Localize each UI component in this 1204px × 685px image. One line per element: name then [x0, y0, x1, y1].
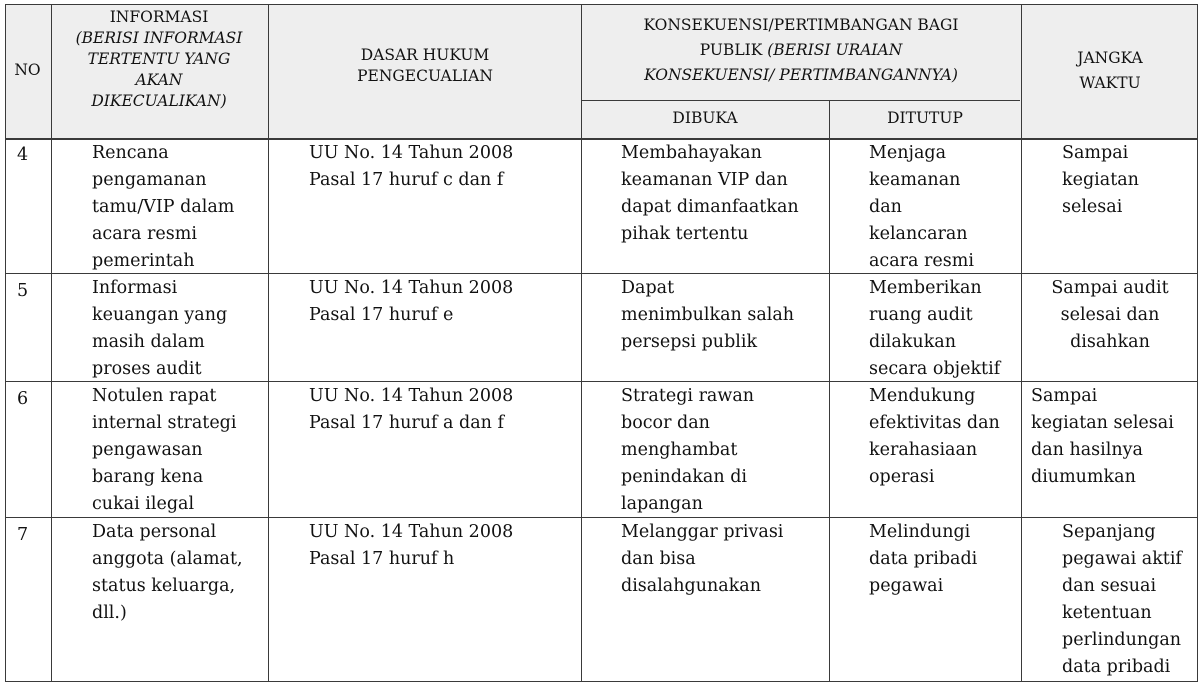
- row-4-dasar-line: Pasal 17 huruf c dan f: [309, 170, 504, 190]
- row-6-dibuka-line: lapangan: [621, 494, 703, 514]
- row-7-no: 7: [17, 525, 29, 545]
- row-5-dasar-line: UU No. 14 Tahun 2008: [309, 278, 514, 298]
- row-5-informasi-line: masih dalam: [92, 332, 205, 352]
- grid-line: [5, 381, 1198, 382]
- row-7-jangka-line: data pribadi: [1062, 657, 1171, 677]
- row-5-dibuka-line: persepsi publik: [621, 332, 758, 352]
- row-6-informasi: [92, 383, 237, 518]
- row-7-jangka-line: ketentuan: [1062, 603, 1152, 623]
- row-7-dasar-line: Pasal 17 huruf h: [309, 549, 455, 569]
- row-5-ditutup-line: dilakukan: [869, 332, 957, 352]
- row-4-informasi: [92, 140, 234, 275]
- header-dasar-hukum: [270, 45, 580, 87]
- row-7-jangka-line: Sepanjang: [1062, 522, 1156, 542]
- row-6-dasar-hukum: [309, 383, 513, 437]
- row-6-ditutup-line: Mendukung: [869, 386, 976, 406]
- row-4-jangka-waktu: [1062, 140, 1139, 221]
- row-4-dibuka-line: Membahayakan: [621, 143, 762, 163]
- row-6-dibuka: [621, 383, 754, 518]
- header-informasi-sub-2: TERTENTU YANG: [87, 50, 231, 68]
- row-7-informasi-line: status keluarga,: [92, 576, 236, 596]
- grid-line: [582, 100, 1020, 101]
- grid-line: [268, 4, 269, 682]
- row-4-dibuka-line: pihak tertentu: [621, 224, 749, 244]
- row-5-dasar-hukum: [309, 275, 513, 329]
- header-dasar-2: PENGECUALIAN: [357, 67, 493, 85]
- row-5-dibuka-line: menimbulkan salah: [621, 305, 795, 325]
- row-5-ditutup: [869, 275, 1000, 383]
- row-6-ditutup-line: operasi: [869, 467, 935, 487]
- row-5-ditutup-line: Memberikan: [869, 278, 982, 298]
- row-7-jangka-line: perlindungan: [1062, 630, 1182, 650]
- grid-line: [5, 138, 1198, 140]
- header-konsekuensi: [582, 13, 1020, 88]
- header-informasi-title: INFORMASI: [109, 8, 209, 26]
- grid-line: [1197, 4, 1198, 682]
- row-5-dasar-line: Pasal 17 huruf e: [309, 305, 454, 325]
- row-6-ditutup-line: efektivitas dan: [869, 413, 1000, 433]
- header-konsekuensi-2: [582, 38, 1020, 63]
- row-4-ditutup: [869, 140, 974, 275]
- row-4-jangka-line: Sampai: [1062, 143, 1129, 163]
- row-4-dasar-line: UU No. 14 Tahun 2008: [309, 143, 514, 163]
- row-7-ditutup-line: data pribadi: [869, 549, 978, 569]
- row-7-informasi-line: anggota (alamat,: [92, 549, 243, 569]
- row-4-ditutup-line: kelancaran: [869, 224, 968, 244]
- row-6-ditutup-line: kerahasiaan: [869, 440, 978, 460]
- row-4-ditutup-line: dan: [869, 197, 902, 217]
- header-ditutup: DITUTUP: [887, 109, 963, 127]
- row-6-jangka-line: Sampai: [1031, 386, 1098, 406]
- row-7-informasi-line: dll.): [92, 603, 127, 623]
- header-informasi: [52, 7, 266, 112]
- row-4-ditutup-line: acara resmi: [869, 251, 974, 271]
- row-5-no: 5: [17, 281, 29, 301]
- row-7-dibuka-line: dan bisa: [621, 549, 696, 569]
- header-informasi-sub-4: DIKECUALIKAN): [91, 92, 227, 110]
- row-4-jangka-line: kegiatan: [1062, 170, 1139, 190]
- header-konsekuensi-publik: PUBLIK: [699, 41, 763, 59]
- row-7-informasi-line: Data personal: [92, 522, 217, 542]
- row-6-informasi-line: pengawasan: [92, 440, 203, 460]
- row-5-dibuka: [621, 275, 794, 356]
- grid-line: [5, 517, 1198, 518]
- row-6-dibuka-line: penindakan di: [621, 467, 748, 487]
- grid-line: [51, 4, 52, 682]
- row-5-informasi-line: keuangan yang: [92, 305, 228, 325]
- row-7-dasar-line: UU No. 14 Tahun 2008: [309, 522, 514, 542]
- row-4-dibuka-line: dapat dimanfaatkan: [621, 197, 799, 217]
- row-6-ditutup: [869, 383, 1000, 491]
- grid-line: [5, 4, 1198, 5]
- row-6-informasi-line: cukai ilegal: [92, 494, 195, 514]
- row-5-jangka-line: selesai dan: [1060, 305, 1160, 325]
- header-jangka-2: WAKTU: [1079, 74, 1141, 92]
- row-5-jangka-line: disahkan: [1070, 332, 1150, 352]
- row-7-informasi: [92, 519, 243, 627]
- row-6-no: 6: [17, 389, 29, 409]
- row-7-jangka-line: pegawai aktif: [1062, 549, 1182, 569]
- row-7-jangka-line: dan sesuai: [1062, 576, 1157, 596]
- header-dibuka: DIBUKA: [672, 109, 738, 127]
- row-4-informasi-line: pemerintah: [92, 251, 195, 271]
- row-7-dibuka-line: Melanggar privasi: [621, 522, 784, 542]
- row-7-ditutup: [869, 519, 977, 600]
- row-6-jangka-waktu: [1031, 383, 1174, 491]
- header-konsekuensi-uraian: (BERISI URAIAN: [767, 41, 903, 59]
- row-5-ditutup-line: ruang audit: [869, 305, 973, 325]
- row-7-ditutup-line: Melindungi: [869, 522, 971, 542]
- row-6-dibuka-line: menghambat: [621, 440, 738, 460]
- header-dasar-1: DASAR HUKUM: [360, 46, 490, 64]
- row-4-ditutup-line: keamanan: [869, 170, 961, 190]
- row-6-jangka-line: diumumkan: [1031, 467, 1136, 487]
- row-4-ditutup-line: Menjaga: [869, 143, 947, 163]
- grid-line: [581, 4, 582, 682]
- row-7-jangka-waktu: [1062, 519, 1182, 681]
- row-4-no: 4: [17, 145, 29, 165]
- header-konsekuensi-1: KONSEKUENSI/PERTIMBANGAN BAGI: [643, 16, 959, 34]
- row-5-jangka-waktu: [1022, 275, 1198, 356]
- row-4-informasi-line: pengamanan: [92, 170, 207, 190]
- row-7-dasar-hukum: [309, 519, 513, 573]
- row-4-jangka-line: selesai: [1062, 197, 1123, 217]
- row-7-dibuka: [621, 519, 783, 600]
- row-5-informasi-line: proses audit: [92, 359, 202, 379]
- row-4-informasi-line: tamu/VIP dalam: [92, 197, 235, 217]
- header-informasi-sub-3: AKAN: [135, 71, 183, 89]
- header-jangka-waktu: [1022, 46, 1198, 96]
- row-6-jangka-line: dan hasilnya: [1031, 440, 1143, 460]
- row-5-informasi: [92, 275, 227, 383]
- row-6-informasi-line: barang kena: [92, 467, 204, 487]
- grid-line: [1021, 4, 1022, 682]
- row-4-dasar-hukum: [309, 140, 513, 194]
- header-informasi-sub-1: (BERISI INFORMASI: [75, 29, 243, 47]
- row-6-dibuka-line: Strategi rawan: [621, 386, 755, 406]
- grid-line: [5, 681, 1198, 682]
- row-5-jangka-line: Sampai audit: [1051, 278, 1169, 298]
- row-4-informasi-line: Rencana: [92, 143, 169, 163]
- row-6-informasi-line: Notulen rapat: [92, 386, 217, 406]
- row-6-jangka-line: kegiatan selesai: [1031, 413, 1174, 433]
- row-6-informasi-line: internal strategi: [92, 413, 237, 433]
- row-5-informasi-line: Informasi: [92, 278, 178, 298]
- header-konsekuensi-3: KONSEKUENSI/ PERTIMBANGANNYA): [644, 66, 958, 84]
- row-6-dasar-line: UU No. 14 Tahun 2008: [309, 386, 514, 406]
- row-4-informasi-line: acara resmi: [92, 224, 197, 244]
- row-6-dibuka-line: bocor dan: [621, 413, 710, 433]
- row-5-ditutup-line: secara objektif: [869, 359, 1001, 379]
- grid-line: [5, 273, 1198, 274]
- row-4-dibuka-line: keamanan VIP dan: [621, 170, 788, 190]
- row-5-dibuka-line: Dapat: [621, 278, 675, 298]
- header-jangka-1: JANGKA: [1077, 49, 1143, 67]
- row-7-ditutup-line: pegawai: [869, 576, 944, 596]
- grid-line: [5, 4, 6, 682]
- header-no: NO: [14, 61, 41, 79]
- row-6-dasar-line: Pasal 17 huruf a dan f: [309, 413, 504, 433]
- row-7-dibuka-line: disalahgunakan: [621, 576, 761, 596]
- grid-line: [829, 100, 830, 682]
- row-4-dibuka: [621, 140, 799, 248]
